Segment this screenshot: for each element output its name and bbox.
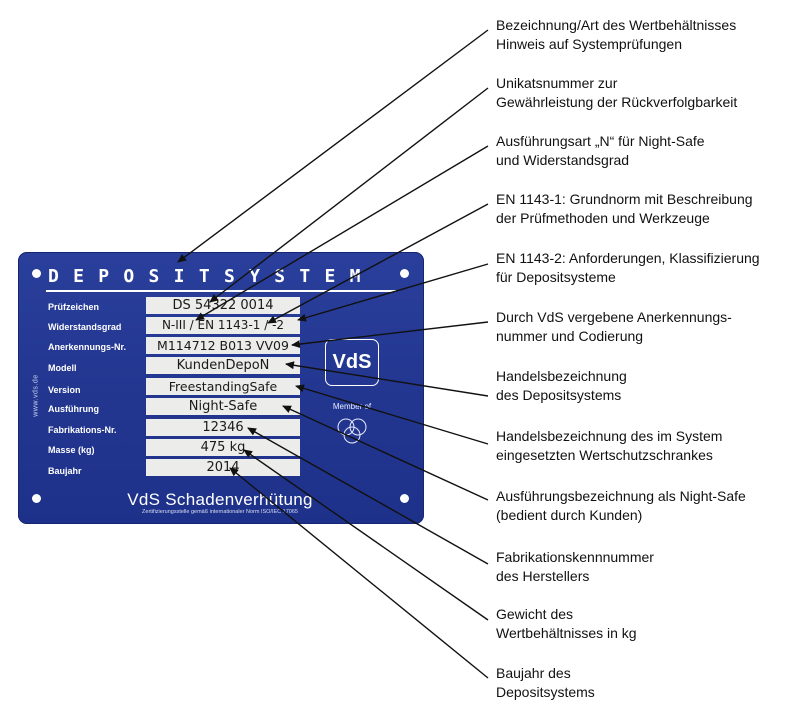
leader-line-12: [230, 468, 488, 678]
callout-11-line1: Gewicht des: [496, 606, 574, 622]
callout-12-line1: Baujahr des: [496, 665, 571, 681]
row-label-modell: Modell: [48, 363, 77, 373]
callout-9-line2: (bedient durch Kunden): [496, 507, 643, 523]
callout-10-line2: des Herstellers: [496, 568, 590, 584]
leader-line-11: [244, 450, 488, 620]
callout-3-line1: Ausführungsart „N“ für Night-Safe: [496, 133, 705, 149]
callout-10: [496, 548, 796, 586]
row-value-baujahr: 2014: [146, 459, 300, 476]
leader-line-6: [292, 322, 488, 345]
leader-line-3: [196, 146, 488, 320]
row-label-pruefzeichen: Prüfzeichen: [48, 302, 100, 312]
callout-5-line1: EN 1143-2: Anforderungen, Klassifizierung: [496, 250, 760, 266]
callout-9: [496, 487, 796, 525]
callout-5-line2: für Depositsysteme: [496, 269, 616, 285]
row-value-masse: 475 kg: [146, 439, 300, 456]
leader-line-10: [248, 428, 488, 564]
row-label-widerstandsgrad: Widerstandsgrad: [48, 322, 122, 332]
leader-line-2: [210, 88, 488, 302]
plate-title: DEPOSITSYSTEM: [48, 266, 375, 287]
callout-3-line2: und Widerstandsgrad: [496, 152, 630, 168]
callout-4-line2: der Prüfmethoden und Werkzeuge: [496, 210, 710, 226]
row-value-modell: KundenDepoN: [146, 357, 300, 374]
callout-5: [496, 249, 796, 287]
callout-1: [496, 16, 796, 54]
callout-2: [496, 74, 796, 112]
callout-3: [496, 132, 796, 170]
row-value-anerkennungs-nr: M114712 B013 VV09: [146, 337, 300, 354]
callout-7: [496, 367, 796, 405]
vds-logo: VdS: [325, 339, 379, 386]
callout-2-line2: Gewährleistung der Rückverfolgbarkeit: [496, 94, 738, 110]
row-value-fabrikations-nr: 12346: [146, 419, 300, 436]
callout-7-line2: des Depositsystems: [496, 387, 622, 403]
row-value-pruefzeichen: DS 54322 0014: [146, 297, 300, 314]
leader-line-9: [283, 406, 488, 500]
callout-2-line1: Unikatsnummer zur: [496, 75, 618, 91]
callout-4-line1: EN 1143-1: Grundnorm mit Beschreibung: [496, 191, 753, 207]
callout-12-line2: Depositsystems: [496, 684, 595, 700]
callout-12: [496, 664, 796, 702]
row-value-ausfuehrung: Night-Safe: [146, 398, 300, 415]
side-url: www.vds.de: [32, 374, 40, 417]
callout-8-line2: eingesetzten Wertschutzschrankes: [496, 447, 713, 463]
row-value-version: FreestandingSafe: [146, 378, 300, 395]
member-of-label: Member of: [332, 402, 372, 411]
callout-8: [496, 427, 796, 465]
callout-1-line2: Hinweis auf Systemprüfungen: [496, 36, 682, 52]
callout-6-line1: Durch VdS vergebene Anerkennungs-: [496, 309, 732, 325]
leader-line-4: [268, 204, 488, 323]
callout-8-line1: Handelsbezeichnung des im System: [496, 428, 723, 444]
leader-line-8: [296, 386, 488, 444]
callout-4: [496, 190, 796, 228]
row-label-anerkennungs-nr: Anerkennungs-Nr.: [48, 342, 127, 352]
callout-6: [496, 308, 796, 346]
row-label-ausfuehrung: Ausführung: [48, 404, 99, 414]
leader-line-1: [178, 30, 488, 262]
row-label-masse: Masse (kg): [48, 445, 95, 455]
leader-line-7: [286, 364, 488, 396]
row-value-widerstandsgrad: N-III / EN 1143-1 / -2: [146, 317, 300, 334]
row-label-fabrikations-nr: Fabrikations-Nr.: [48, 425, 117, 435]
callout-11: [496, 605, 796, 643]
footer-company: VdS Schadenverhütung: [127, 490, 313, 509]
callout-6-line2: nummer und Codierung: [496, 328, 644, 344]
row-label-baujahr: Baujahr: [48, 466, 82, 476]
callout-1-line1: Bezeichnung/Art des Wertbehältnisses: [496, 17, 737, 33]
callout-9-line1: Ausführungsbezeichnung als Night-Safe: [496, 488, 746, 504]
row-label-version: Version: [48, 385, 81, 395]
callout-10-line1: Fabrikationskennnummer: [496, 549, 654, 565]
footer-certification-note: Zertifizierungsstelle gemäß internationaler Norm ISO/IEC 17065: [142, 509, 298, 515]
callout-7-line1: Handelsbezeichnung: [496, 368, 627, 384]
callout-11-line2: Wertbehältnisses in kg: [496, 625, 637, 641]
